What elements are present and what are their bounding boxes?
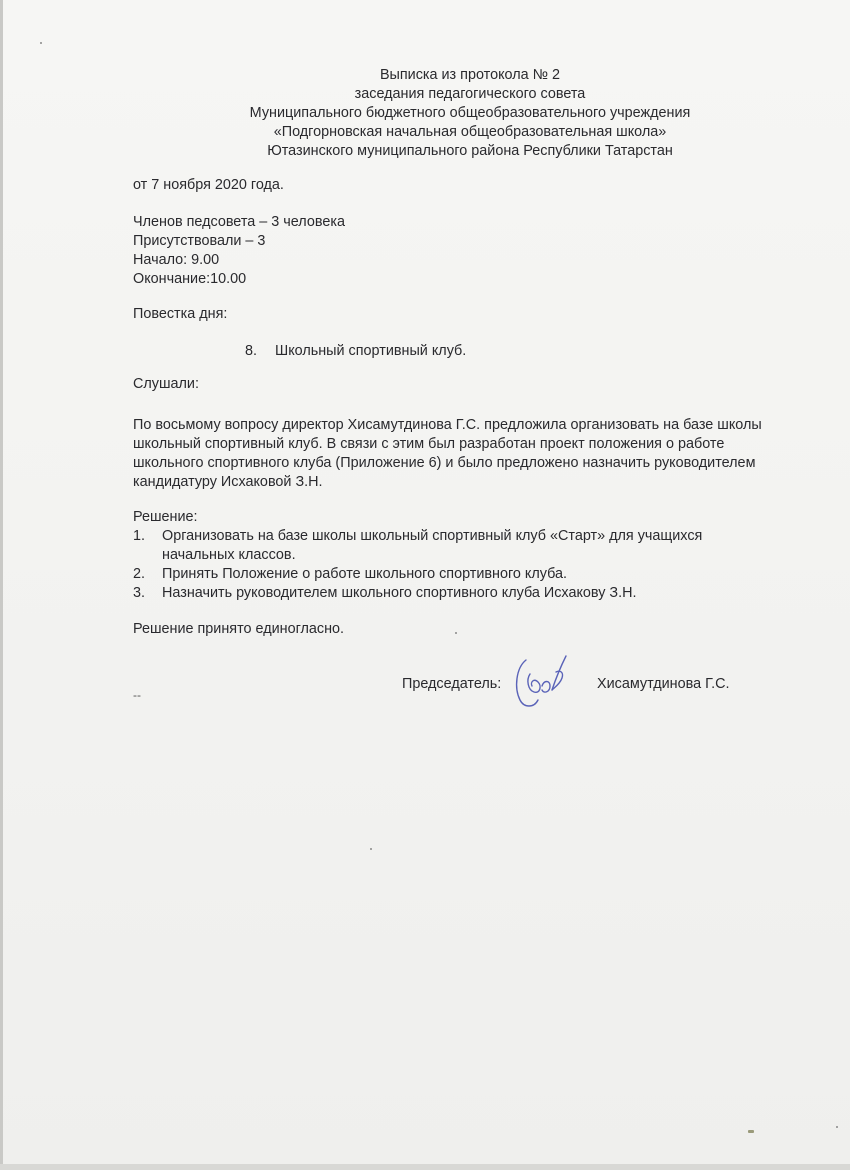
header-school-name: «Подгорновская начальная общеобразовательная школа» bbox=[273, 124, 667, 140]
header-district: Ютазинского муниципального района Республики Татарстан bbox=[267, 143, 673, 159]
decision-item bbox=[133, 527, 773, 565]
agenda-item bbox=[245, 342, 466, 361]
start-time: Начало: 9.00 bbox=[133, 252, 220, 268]
scan-left-edge bbox=[0, 0, 3, 1170]
members-count: Членов педсовета – 3 человека bbox=[133, 214, 345, 230]
decision-result: Решение принято единогласно. bbox=[133, 621, 345, 637]
scan-speck bbox=[836, 1126, 838, 1128]
date-line: от 7 ноября 2020 года. bbox=[133, 177, 284, 193]
agenda-item-number: 8. bbox=[245, 343, 258, 359]
present-count: Присутствовали – 3 bbox=[133, 233, 266, 249]
decision-title: Решение: bbox=[133, 509, 198, 525]
decision-item-number: 3. bbox=[133, 585, 146, 601]
scan-speck bbox=[40, 42, 42, 44]
scan-speck bbox=[748, 1130, 754, 1133]
agenda-item-text: Школьный спортивный клуб. bbox=[275, 343, 467, 359]
heard-text: По восьмому вопросу директор Хисамутдинова Г.С. предложила организовать на базе школы школьный спортивный клуб. В связи с этим был разработан проект положения о работе школьного спортивного клуба (Приложение 6) и было предложено назначить руководителем кандидатуру Исхаковой З.Н. bbox=[133, 417, 762, 490]
decision-item-number: 2. bbox=[133, 566, 146, 582]
scan-bottom-edge bbox=[0, 1164, 850, 1170]
header-subtitle: заседания педагогического совета bbox=[354, 86, 586, 102]
agenda-title: Повестка дня: bbox=[133, 306, 228, 322]
signature-strokes bbox=[517, 656, 566, 706]
decision-item bbox=[133, 584, 773, 603]
decision-item-text: Назначить руководителем школьного спортивного клуба Исхакову З.Н. bbox=[162, 585, 637, 601]
decision-section bbox=[133, 508, 773, 603]
document-header bbox=[150, 66, 790, 161]
header-institution: Муниципального бюджетного общеобразовательного учреждения bbox=[249, 105, 691, 121]
chairman-label: Председатель: bbox=[402, 676, 502, 692]
meeting-info bbox=[133, 213, 345, 289]
handwritten-signature bbox=[512, 650, 572, 712]
decision-item-text: Организовать на базе школы школьный спортивный клуб «Старт» для учащихся начальных классов. bbox=[162, 528, 703, 563]
decision-item-text: Принять Положение о работе школьного спортивного клуба. bbox=[162, 566, 568, 582]
stray-mark: -- bbox=[133, 688, 141, 702]
header-title: Выписка из протокола № 2 bbox=[379, 67, 561, 83]
scan-speck bbox=[455, 632, 457, 634]
chairman-name: Хисамутдинова Г.С. bbox=[597, 676, 730, 692]
decision-item-number: 1. bbox=[133, 528, 146, 544]
heard-title: Слушали: bbox=[133, 376, 199, 392]
end-time: Окончание:10.00 bbox=[133, 271, 247, 287]
decision-item bbox=[133, 565, 773, 584]
scan-speck bbox=[370, 848, 372, 850]
